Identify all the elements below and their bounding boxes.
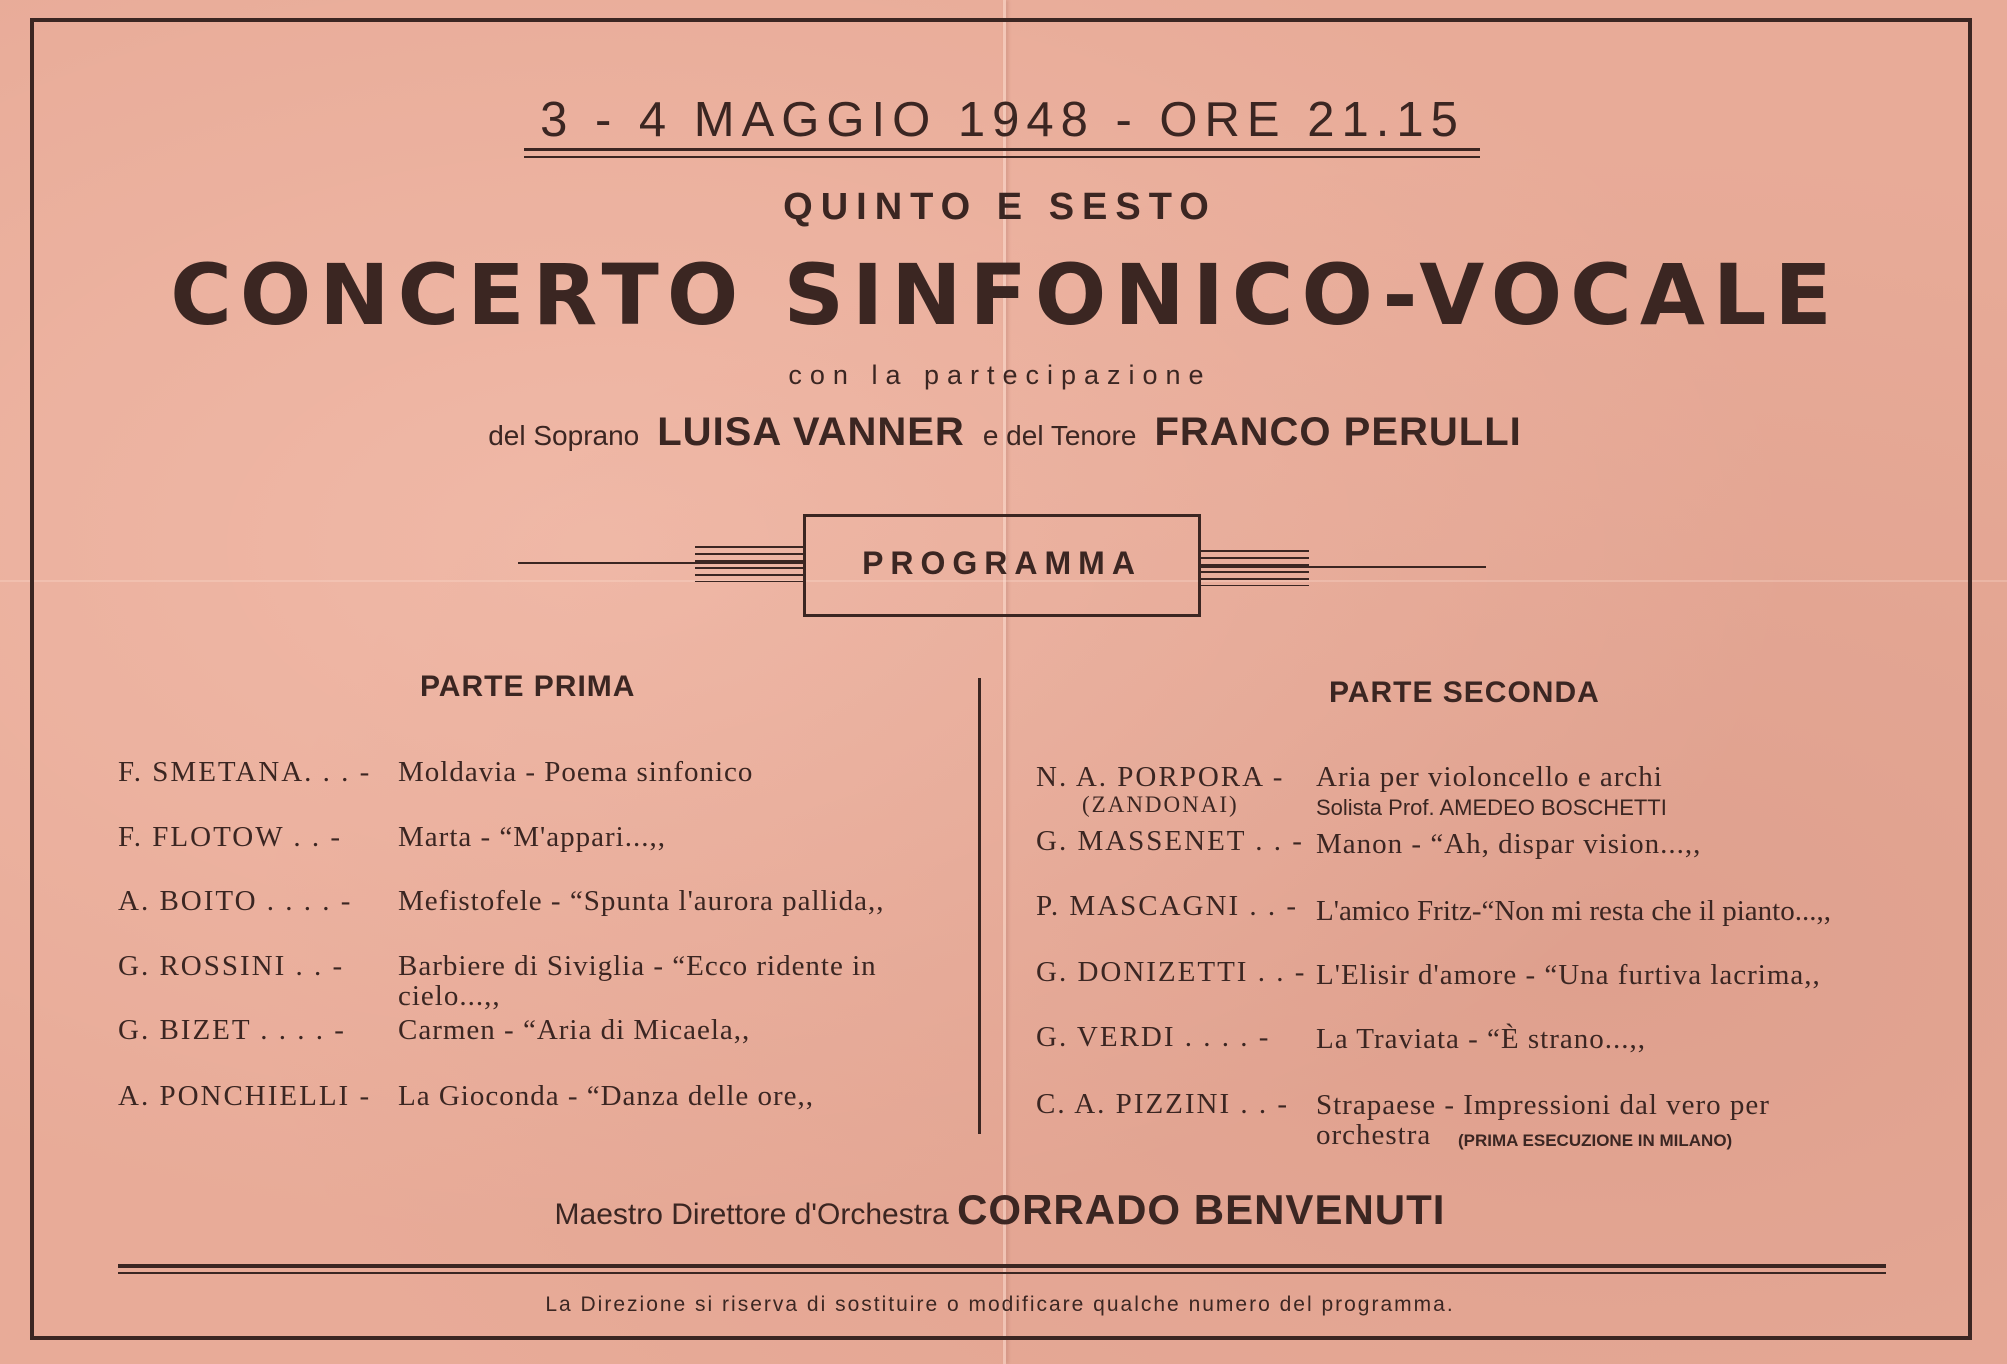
conductor-prefix: Maestro Direttore d'Orchestra [554,1198,949,1231]
program-work: La Gioconda - “Danza delle ore,, [398,1080,815,1112]
program-work: Marta - “M'appari...,, [398,821,666,853]
footer-rule [118,1272,1886,1274]
program-work: Barbiere di Siviglia - “Ecco ridente in cielo...,, [398,950,877,1012]
decorative-lines-right [1201,550,1309,586]
footnote: La Direzione si riserva di sostituire o modificare qualche numero del programma. [545,1293,1455,1316]
parte-prima-heading: PARTE PRIMA [420,670,636,703]
decorative-rule-right [1201,566,1486,568]
footer-rule [118,1264,1886,1268]
program-work: L'Elisir d'amore - “Una furtiva lacrima,, [1316,959,1821,991]
date-underline [524,148,1480,151]
conductor-name: CORRADO BENVENUTI [957,1186,1446,1233]
program-composer: A. BOITO . . . . - [118,885,353,917]
program-composer: G. MASSENET . . - [1036,825,1304,857]
program-work-note: (PRIMA ESECUZIONE IN MILANO) [1458,1131,1733,1150]
concert-date: 3 - 4 MAGGIO 1948 - ORE 21.15 [540,93,1465,147]
programma-label: PROGRAMMA [862,545,1142,581]
program-work: Mefistofele - “Spunta l'aurora pallida,, [398,885,885,917]
date-underline [524,156,1480,158]
program-composer: C. A. PIZZINI . . - [1036,1088,1290,1120]
soloists-line [150,410,1860,455]
column-divider [978,678,981,1134]
program-composer: P. MASCAGNI . . - [1036,890,1299,922]
program-work: L'amico Fritz-“Non mi resta che il pianto...,, [1316,895,1831,927]
program-work: Strapaese - Impressioni dal vero per orchestra [1316,1089,1770,1151]
parte-seconda-heading: PARTE SECONDA [1329,676,1600,709]
decorative-lines-left [695,546,803,582]
soprano-prefix: del Soprano [488,420,640,451]
program-composer: G. BIZET . . . . - [118,1014,346,1046]
program-composer: G. DONIZETTI . . - [1036,956,1307,988]
tenor-prefix: e del Tenore [982,420,1137,451]
program-work: La Traviata - “È strano...,, [1316,1023,1647,1055]
page-title: CONCERTO SINFONICO-VOCALE [170,246,1840,344]
program-composer: G. ROSSINI . . - [118,950,345,982]
program-composer: F. FLOTOW . . - [118,821,342,853]
program-work: Moldavia - Poema sinfonico [398,756,754,788]
soprano-name: LUISA VANNER [657,410,965,454]
program-work: Carmen - “Aria di Micaela,, [398,1014,751,1046]
program-work-note: Solista Prof. AMEDEO BOSCHETTI [1316,795,1667,820]
program-composer: N. A. PORPORA - [1036,761,1285,793]
program-work: Aria per violoncello e archi [1316,761,1663,793]
participation-text: con la partecipazione [788,360,1212,390]
program-composer: G. VERDI . . . . - [1036,1021,1271,1053]
program-composer: F. SMETANA. . . - [118,756,372,788]
program-composer: A. PONCHIELLI - [118,1080,372,1112]
conductor-line [300,1186,1700,1234]
program-composer-note: (ZANDONAI) [1082,792,1239,817]
program-work: Manon - “Ah, dispar vision...,, [1316,828,1702,860]
tenor-name: FRANCO PERULLI [1154,410,1522,454]
concert-subtitle: QUINTO E SESTO [783,186,1217,228]
